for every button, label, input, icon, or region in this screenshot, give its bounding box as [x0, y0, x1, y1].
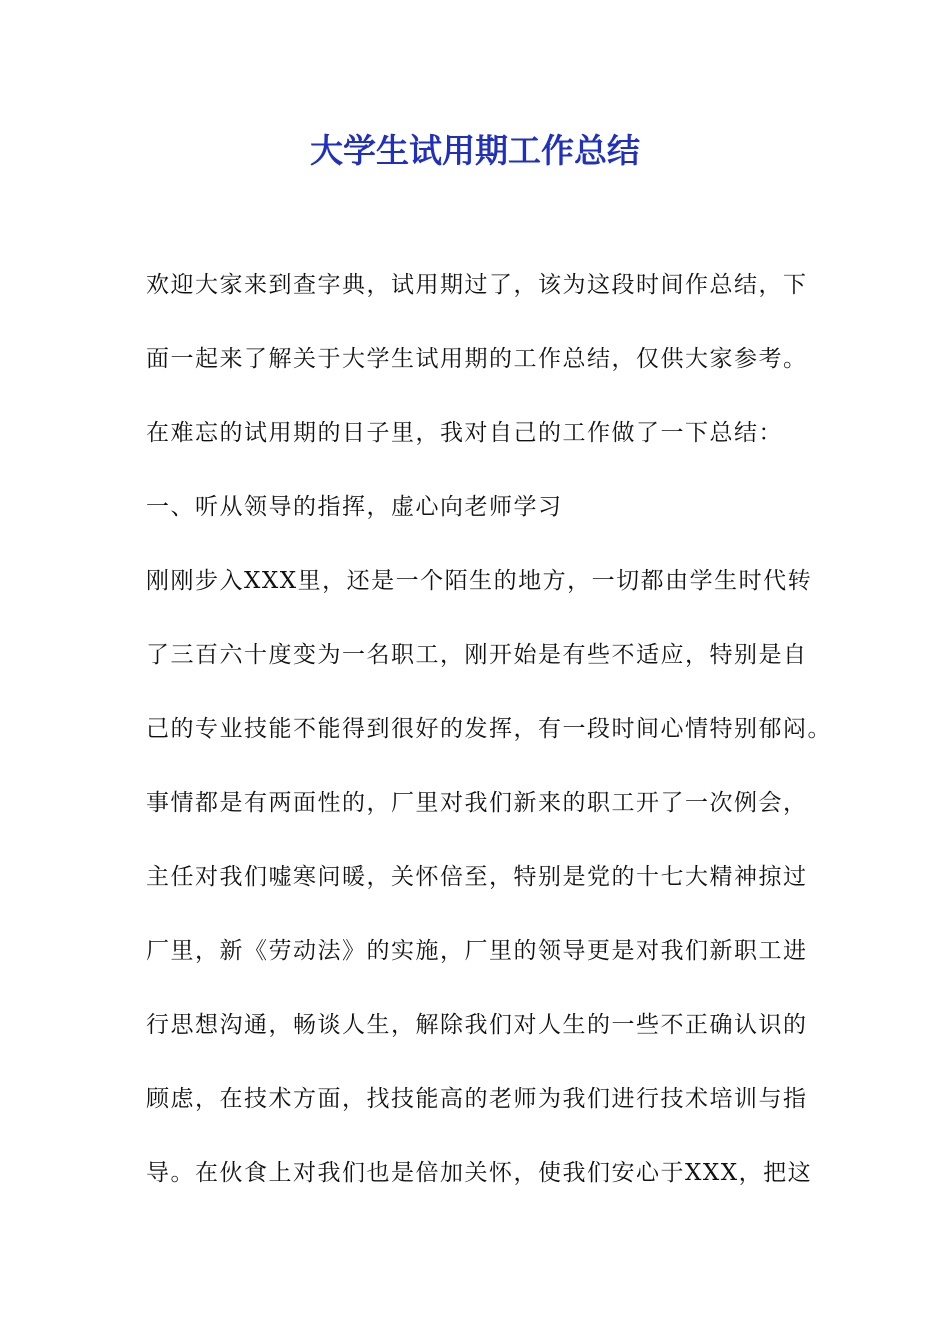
body-line: 在难忘的试用期的日子里，我对自己的工作做了一下总结：	[146, 420, 783, 446]
body-line: 事情都是有两面性的，厂里对我们新来的职工开了一次例会，	[146, 790, 808, 816]
body-line: 己的专业技能不能得到很好的发挥，有一段时间心情特别郁闷。	[146, 716, 832, 742]
body-line: 导。在伙食上对我们也是倍加关怀，使我们安心于XXX，把这	[146, 1160, 813, 1186]
body-line: 欢迎大家来到查字典，试用期过了，该为这段时间作总结，下	[146, 272, 808, 298]
body-line: 主任对我们嘘寒问暖，关怀倍至，特别是党的十七大精神掠过	[146, 864, 808, 890]
body-line: 行思想沟通，畅谈人生，解除我们对人生的一些不正确认识的	[146, 1012, 808, 1038]
body-line: 顾虑，在技术方面，找技能高的老师为我们进行技术培训与指	[146, 1086, 808, 1112]
document-title: 大学生试用期工作总结	[310, 131, 640, 170]
body-line: 厂里，新《劳动法》的实施，厂里的领导更是对我们新职工进	[146, 938, 808, 964]
body-line: 了三百六十度变为一名职工，刚开始是有些不适应，特别是自	[146, 642, 808, 668]
document-body	[146, 264, 832, 1226]
body-line: 面一起来了解关于大学生试用期的工作总结，仅供大家参考。	[146, 346, 808, 372]
section-heading: 一、听从领导的指挥，虚心向老师学习	[146, 494, 563, 520]
body-line: 刚刚步入XXX里，还是一个陌生的地方，一切都由学生时代转	[146, 568, 813, 594]
